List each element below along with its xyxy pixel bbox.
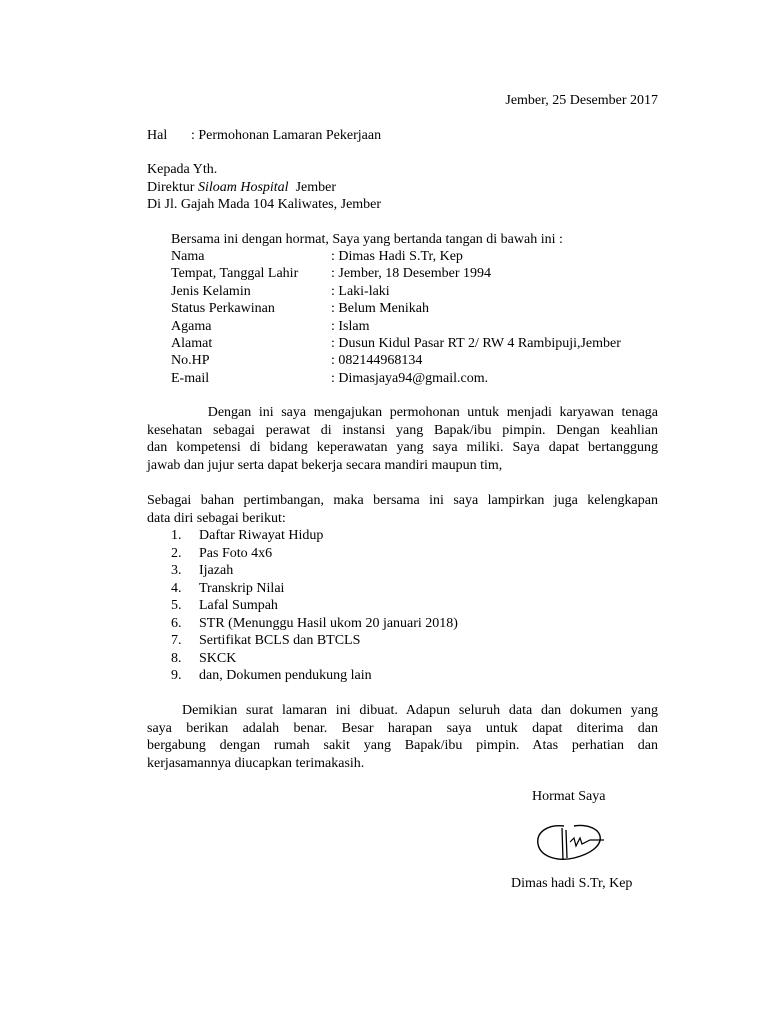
closing-salutation: Hormat Saya bbox=[532, 789, 606, 804]
list-item bbox=[171, 527, 458, 545]
recipient-block bbox=[147, 161, 381, 214]
identity-row bbox=[171, 370, 621, 387]
paragraph-line: jawab dan jujur serta dapat bekerja secara mandiri maupun tim, bbox=[147, 457, 503, 473]
identity-label: Status Perkawinan bbox=[171, 301, 275, 317]
paragraph-line: kesehatan sebagai perawat di instansi yang Bapak/ibu pimpin. Dengan keahlian bbox=[147, 422, 658, 438]
paragraph-line: dan kompetensi di bidang keperawatan yang saya miliki. Saya dapat bertanggung bbox=[147, 440, 658, 456]
list-item bbox=[171, 580, 458, 598]
identity-label: E-mail bbox=[171, 370, 210, 386]
identity-value: : Dimasjaya94@gmail.com. bbox=[331, 370, 489, 386]
identity-label: Tempat, Tanggal Lahir bbox=[171, 266, 299, 282]
list-text: Transkrip Nilai bbox=[199, 580, 285, 596]
paragraph-line: Demikian surat lamaran ini dibuat. Adapun seluruh data dan dokumen yang bbox=[147, 703, 658, 718]
identity-row bbox=[171, 265, 621, 282]
recipient-city: Jember bbox=[288, 179, 336, 195]
signature-icon bbox=[530, 818, 610, 868]
list-text: Sertifikat BCLS dan BTCLS bbox=[199, 633, 361, 648]
identity-row bbox=[171, 318, 621, 335]
identity-value: : Dimas Hadi S.Tr, Kep bbox=[331, 249, 463, 264]
recipient-name bbox=[147, 179, 381, 197]
list-text: Ijazah bbox=[199, 563, 234, 578]
subject-value: : Permohonan Lamaran Pekerjaan bbox=[191, 128, 382, 143]
subject-line bbox=[147, 127, 381, 145]
closing-paragraph bbox=[147, 702, 658, 772]
list-number: 9. bbox=[171, 668, 182, 683]
identity-value: : Dusun Kidul Pasar RT 2/ RW 4 Rambipuji,Jember bbox=[331, 335, 621, 351]
identity-label: Jenis Kelamin bbox=[171, 283, 251, 299]
identity-value: : Islam bbox=[331, 318, 370, 334]
identity-row bbox=[171, 335, 621, 352]
list-number: 3. bbox=[171, 563, 182, 578]
list-number: 8. bbox=[171, 650, 182, 666]
list-item bbox=[171, 545, 458, 563]
attachments-paragraph bbox=[147, 492, 658, 527]
identity-label: No.HP bbox=[171, 353, 210, 369]
letter-date: Jember, 25 Desember 2017 bbox=[505, 93, 658, 108]
identity-row bbox=[171, 248, 621, 265]
intro-line: Bersama ini dengan hormat, Saya yang bertanda tangan di bawah ini : bbox=[171, 232, 563, 247]
paragraph-line: Sebagai bahan pertimbangan, maka bersama ini saya lampirkan juga kelengkapan bbox=[147, 493, 658, 508]
list-number: 1. bbox=[171, 528, 182, 543]
paragraph-line: bergabung dengan rumah sakit yang Bapak/ibu pimpin. Atas perhatian dan bbox=[147, 738, 658, 754]
paragraph-line: data diri sebagai berikut: bbox=[147, 510, 286, 526]
documents-list bbox=[171, 527, 458, 685]
identity-row bbox=[171, 352, 621, 369]
application-paragraph bbox=[147, 404, 658, 474]
list-number: 6. bbox=[171, 615, 182, 631]
list-number: 7. bbox=[171, 633, 182, 648]
list-text: SKCK bbox=[199, 650, 237, 666]
identity-row bbox=[171, 283, 621, 300]
recipient-hospital: Siloam Hospital bbox=[197, 179, 289, 195]
list-item bbox=[171, 562, 458, 580]
identity-value: : 082144968134 bbox=[331, 353, 423, 369]
list-text: STR (Menunggu Hasil ukom 20 januari 2018) bbox=[199, 615, 458, 631]
paragraph-line: kerjasamannya diucapkan terimakasih. bbox=[147, 755, 365, 771]
identity-value: : Laki-laki bbox=[331, 283, 390, 299]
list-item bbox=[171, 632, 458, 650]
paragraph-line: Dengan ini saya mengajukan permohonan untuk menjadi karyawan tenaga bbox=[147, 405, 658, 420]
list-number: 5. bbox=[171, 598, 182, 613]
identity-value: : Belum Menikah bbox=[331, 301, 429, 317]
list-text: Lafal Sumpah bbox=[199, 598, 278, 613]
identity-value: : Jember, 18 Desember 1994 bbox=[331, 266, 492, 282]
list-item bbox=[171, 615, 458, 633]
identity-label: Agama bbox=[171, 318, 212, 334]
recipient-greeting: Kepada Yth. bbox=[147, 162, 218, 177]
list-number: 4. bbox=[171, 580, 182, 596]
signer-name: Dimas hadi S.Tr, Kep bbox=[511, 876, 633, 891]
list-text: dan, Dokumen pendukung lain bbox=[199, 668, 372, 683]
paragraph-line: saya berikan adalah benar. Besar harapan saya untuk dapat diterima dan bbox=[147, 720, 658, 736]
list-item bbox=[171, 597, 458, 615]
identity-label: Alamat bbox=[171, 335, 213, 351]
recipient-address: Di Jl. Gajah Mada 104 Kaliwates, Jember bbox=[147, 197, 382, 212]
list-text: Pas Foto 4x6 bbox=[199, 545, 273, 561]
list-text: Daftar Riwayat Hidup bbox=[199, 528, 324, 543]
list-number: 2. bbox=[171, 545, 182, 561]
identity-table bbox=[171, 248, 621, 387]
identity-label: Nama bbox=[171, 249, 205, 264]
list-item bbox=[171, 650, 458, 668]
identity-row bbox=[171, 300, 621, 317]
subject-label: Hal bbox=[147, 128, 168, 143]
recipient-title: Direktur bbox=[147, 179, 198, 195]
list-item bbox=[171, 667, 458, 685]
